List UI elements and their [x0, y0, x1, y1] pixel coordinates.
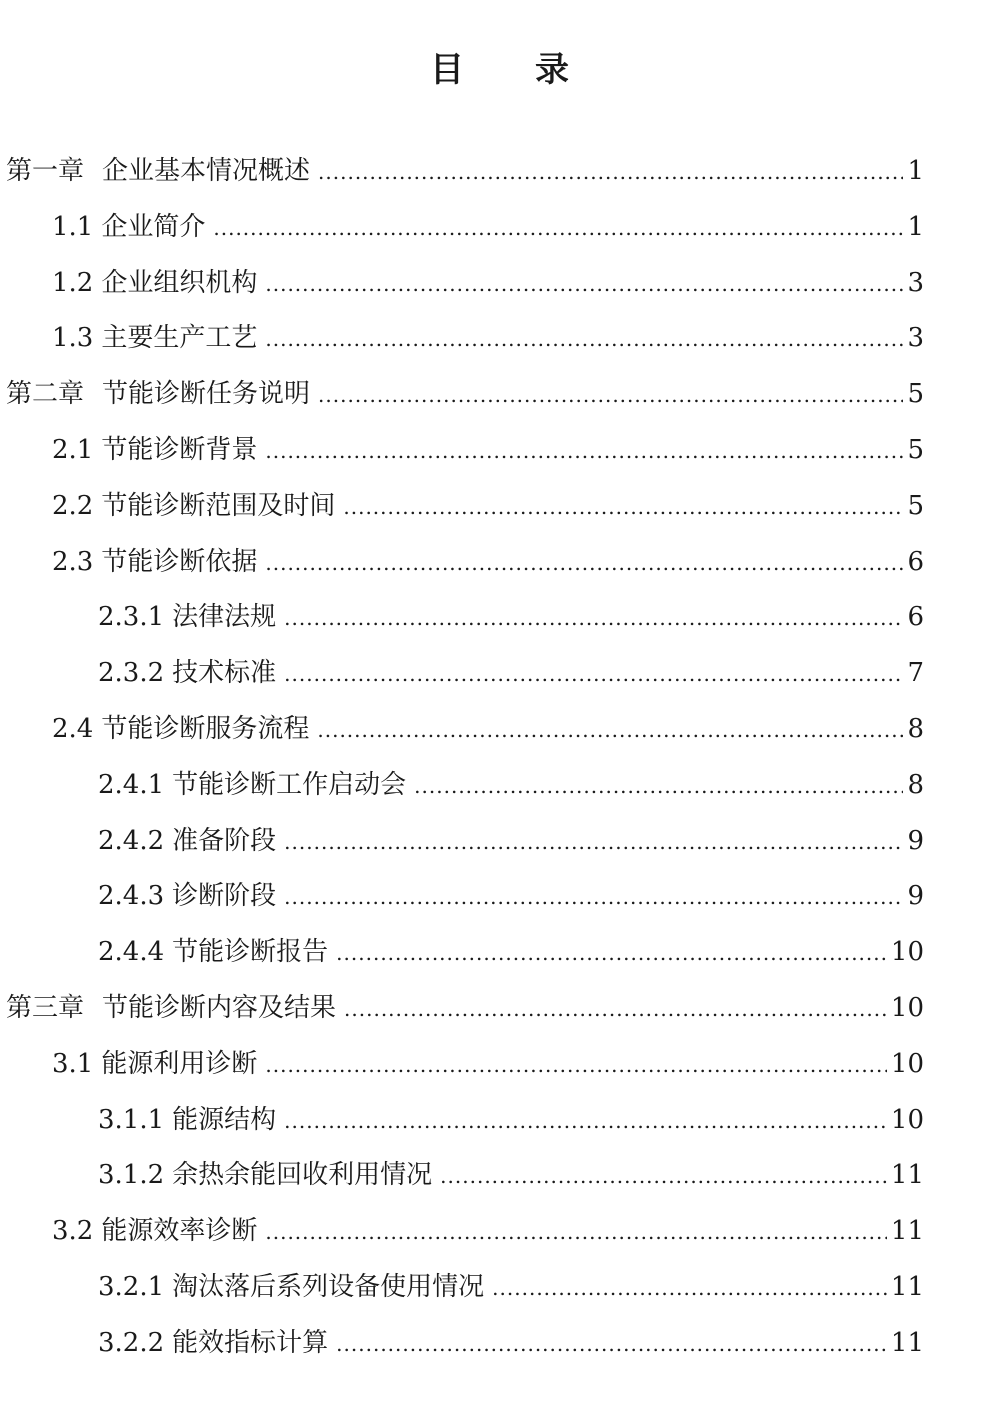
toc-entry-number: 第二章: [6, 379, 85, 410]
toc-entry-title: 节能诊断依据: [101, 546, 258, 577]
toc-entry-number: 2.4.1: [98, 769, 165, 800]
toc-page-number: 8: [907, 713, 924, 744]
toc-entry-title: 能源利用诊断: [101, 1048, 258, 1079]
toc-entry[interactable]: [0, 256, 1000, 312]
toc-entry[interactable]: [0, 423, 1000, 479]
toc-page-number: 10: [890, 1104, 924, 1135]
toc-page-number: 6: [907, 602, 924, 633]
toc-entry-number: 1.2: [52, 267, 94, 298]
toc-entry-number: 3.1.1: [98, 1104, 165, 1135]
toc-dot-leader: [414, 759, 903, 815]
toc-dot-leader: [492, 1261, 887, 1317]
toc-page-number: 3: [907, 267, 924, 298]
toc-entry[interactable]: [0, 702, 1000, 758]
toc-entry-title: 能效指标计算: [172, 1327, 329, 1358]
toc-entry-title: 企业简介: [101, 211, 206, 242]
toc-entry-title: 准备阶段: [172, 825, 277, 856]
title-char-1: 目: [430, 49, 465, 90]
toc-entry-number: 第一章: [6, 156, 85, 186]
toc-dot-leader: [265, 1205, 887, 1261]
toc-entry-number: 2.4.2: [98, 825, 165, 856]
toc-entry[interactable]: [0, 144, 1000, 200]
toc-entry-number: 2.4: [52, 713, 94, 744]
toc-dot-leader: [265, 312, 903, 368]
toc-entry[interactable]: [0, 1148, 1000, 1204]
toc-entry-number: 3.1.2: [98, 1160, 165, 1191]
toc-entry-title: 主要生产工艺: [101, 323, 258, 354]
page-title: [0, 47, 1000, 93]
toc-entry[interactable]: [0, 758, 1000, 814]
toc-dot-leader: [265, 1038, 887, 1094]
toc-entry[interactable]: [0, 1204, 1000, 1260]
toc-page-number: 10: [890, 992, 924, 1023]
toc-dot-leader: [284, 591, 903, 647]
toc-dot-leader: [265, 536, 903, 592]
toc-entry-title: 节能诊断工作启动会: [172, 769, 407, 800]
toc-entry-number: 3.2.1: [98, 1271, 165, 1302]
toc-entry[interactable]: [0, 646, 1000, 702]
toc-entry-title: 技术标准: [172, 658, 277, 689]
toc-entry-number: 2.4.3: [98, 881, 165, 912]
toc-entry-title: 诊断阶段: [172, 881, 277, 912]
toc-entry-number: 2.3: [52, 546, 94, 577]
toc-page-number: 8: [907, 769, 924, 800]
toc-dot-leader: [213, 201, 903, 257]
toc-entry-number: 3.1: [52, 1048, 94, 1079]
toc-page-number: 11: [890, 1327, 924, 1358]
toc-dot-leader: [318, 145, 903, 201]
toc-entry-title: 节能诊断范围及时间: [101, 490, 336, 521]
toc-dot-leader: [284, 1094, 887, 1150]
toc-dot-leader: [265, 257, 903, 313]
toc-dot-leader: [336, 1317, 887, 1373]
toc-entry-title: 节能诊断内容及结果: [102, 992, 337, 1023]
toc-page-number: 7: [907, 658, 924, 689]
toc-dot-leader: [284, 647, 903, 703]
toc-entry[interactable]: [0, 1316, 1000, 1372]
toc-entry-title: 企业基本情况概述: [102, 156, 311, 186]
toc-dot-leader: [343, 480, 903, 536]
toc-dot-leader: [440, 1149, 887, 1205]
toc-entry[interactable]: [0, 1093, 1000, 1149]
toc-entry[interactable]: [0, 1037, 1000, 1093]
toc-page-number: 5: [907, 379, 924, 410]
toc-entry-number: 3.2.2: [98, 1327, 165, 1358]
toc-list: [0, 144, 1000, 1372]
toc-page-number: 10: [890, 937, 924, 968]
toc-page-number: 1: [907, 211, 924, 242]
toc-entry-number: 第三章: [6, 992, 85, 1023]
toc-page-number: 11: [890, 1216, 924, 1247]
toc-entry[interactable]: [0, 200, 1000, 256]
toc-dot-leader: [265, 424, 903, 480]
toc-entry-number: 2.3.2: [98, 658, 165, 689]
toc-entry[interactable]: [0, 1260, 1000, 1316]
toc-entry-title: 法律法规: [172, 602, 277, 633]
toc-page-number: 11: [890, 1271, 924, 1302]
toc-page-number: 9: [907, 881, 924, 912]
toc-entry-title: 余热余能回收利用情况: [172, 1160, 433, 1191]
toc-entry-number: 1.1: [52, 211, 94, 242]
toc-page-number: 9: [907, 825, 924, 856]
toc-entry-number: 2.4.4: [98, 937, 165, 968]
toc-entry[interactable]: [0, 981, 1000, 1037]
toc-entry-title: 节能诊断任务说明: [102, 379, 311, 410]
toc-entry[interactable]: [0, 814, 1000, 870]
toc-page-number: 5: [907, 434, 924, 465]
toc-dot-leader: [284, 870, 903, 926]
toc-entry-title: 节能诊断服务流程: [101, 713, 310, 744]
toc-entry[interactable]: [0, 590, 1000, 646]
toc-entry-title: 企业组织机构: [101, 267, 258, 298]
toc-entry-number: 3.2: [52, 1216, 94, 1247]
toc-dot-leader: [284, 815, 903, 871]
toc-entry-number: 2.2: [52, 490, 94, 521]
toc-page-number: 1: [907, 156, 924, 186]
toc-page-number: 3: [907, 323, 924, 354]
toc-page-number: 6: [907, 546, 924, 577]
toc-entry-title: 能源结构: [172, 1104, 277, 1135]
toc-entry-number: 2.3.1: [98, 602, 165, 633]
toc-entry[interactable]: [0, 367, 1000, 423]
toc-page-number: 10: [890, 1048, 924, 1079]
toc-entry[interactable]: [0, 311, 1000, 367]
toc-dot-leader: [317, 703, 903, 759]
toc-entry[interactable]: [0, 925, 1000, 981]
toc-dot-leader: [344, 982, 887, 1038]
toc-entry[interactable]: [0, 479, 1000, 535]
toc-entry-number: 2.1: [52, 434, 94, 465]
toc-entry-title: 淘汰落后系列设备使用情况: [172, 1271, 485, 1302]
toc-entry-title: 能源效率诊断: [101, 1216, 258, 1247]
toc-entry[interactable]: [0, 869, 1000, 925]
title-char-2: 录: [535, 49, 570, 90]
toc-entry-title: 节能诊断背景: [101, 434, 258, 465]
toc-entry[interactable]: [0, 535, 1000, 591]
toc-entry-title: 节能诊断报告: [172, 937, 329, 968]
toc-page-number: 11: [890, 1160, 924, 1191]
toc-page-number: 5: [907, 490, 924, 521]
toc-dot-leader: [336, 926, 887, 982]
toc-entry-number: 1.3: [52, 323, 94, 354]
toc-dot-leader: [318, 368, 903, 424]
